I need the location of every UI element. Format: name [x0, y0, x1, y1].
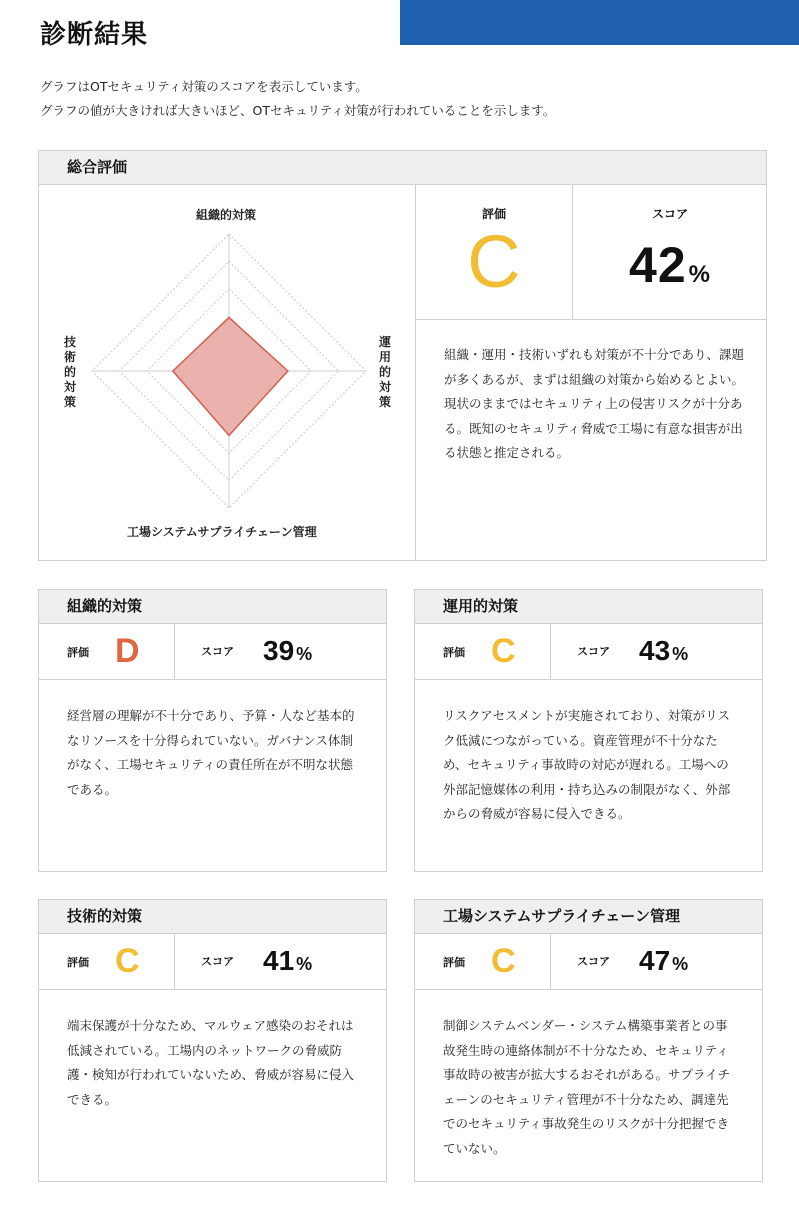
score-value: [263, 634, 312, 671]
overall-heading: 総合評価: [39, 151, 766, 185]
category-heading: 組織的対策: [39, 590, 386, 624]
overall-score-number: 42: [629, 237, 687, 293]
category-score-row: [39, 624, 386, 680]
overall-score-grid: [416, 185, 767, 320]
score-unit: %: [672, 644, 689, 664]
category-score-row: [415, 934, 762, 990]
intro-line-1: グラフはOTセキュリティ対策のスコアを表示しています。: [40, 79, 368, 94]
overall-grade-value: C: [467, 220, 521, 303]
score-unit: %: [296, 644, 313, 664]
category-score-row: [415, 624, 762, 680]
overall-grade-label: 評価: [481, 207, 506, 221]
category-description: 経営層の理解が不十分であり、予算・人など基本的なリソースを十分得られていない。ガバナンス体制がなく、工場セキュリティの責任所在が不明な状態である。: [67, 708, 355, 797]
grade-label: 評価: [443, 646, 465, 659]
grade-value: C: [115, 942, 140, 980]
score-number: 41: [263, 945, 295, 976]
score-number: 39: [263, 635, 295, 666]
intro-text: [40, 75, 555, 123]
score-value: [263, 944, 312, 981]
category-card-supply-chain: [414, 899, 763, 1182]
radar-label-bottom: 工場システムサプライチェーン管理: [127, 525, 317, 539]
grade-value: C: [491, 942, 516, 980]
overall-score-value: [573, 236, 767, 294]
category-heading: 工場システムサプライチェーン管理: [415, 900, 762, 934]
cell-divider: [174, 934, 175, 989]
score-label: スコア: [577, 955, 610, 968]
grade-label: 評価: [67, 646, 89, 659]
grade-value: D: [115, 632, 140, 670]
overall-evaluation-card: [38, 150, 767, 561]
radar-chart-svg: [39, 185, 416, 561]
category-description: 制御システムベンダー・システム構築事業者との事故発生時の連絡体制が不十分なため、セキュリティ事故時の被害が拡大するおそれがある。サプライチェーンのセキュリティ管理が不十分なため、調達先でのセキュリティ事故発生のリスクが十分把握できていない。: [443, 1018, 731, 1156]
cell-divider: [174, 624, 175, 679]
overall-description: 組織・運用・技術いずれも対策が不十分であり、課題が多くあるが、まずは組織の対策から始めるとよい。現状のままではセキュリティ上の侵害リスクが十分ある。既知のセキュリティ脅威で工場に有意な損害が出る状態と推定される。: [444, 347, 745, 460]
score-number: 47: [639, 945, 671, 976]
category-card-org: [38, 589, 387, 872]
radar-label-left: 技術的対策: [63, 335, 76, 409]
cell-divider: [550, 934, 551, 989]
score-unit: %: [672, 954, 689, 974]
score-unit: %: [296, 954, 313, 974]
score-label: スコア: [577, 645, 610, 658]
score-value: [639, 944, 688, 981]
radar-label-top: 組織的対策: [196, 208, 257, 222]
category-score-row: [39, 934, 386, 990]
category-card-tech: [38, 899, 387, 1182]
cell-divider: [550, 624, 551, 679]
overall-score-cell: [573, 185, 767, 319]
category-description: リスクアセスメントが実施されており、対策がリスク低減につながっている。資産管理が不十分なため、セキュリティ事故時の対応が遅れる。工場への外部記憶媒体の利用・持ち込みの制限がなく、外部からの脅威が容易に侵入できる。: [443, 708, 731, 821]
overall-score-label: スコア: [651, 207, 688, 221]
category-card-ops: [414, 589, 763, 872]
intro-line-2: グラフの値が大きければ大きいほど、OTセキュリティ対策が行われていることを示します。: [40, 103, 556, 118]
category-description: 端末保護が十分なため、マルウェア感染のおそれは低減されている。工場内のネットワークの脅威防護・検知が行われていないため、脅威が容易に侵入できる。: [67, 1018, 355, 1107]
score-number: 43: [639, 635, 671, 666]
grade-label: 評価: [443, 956, 465, 969]
overall-score-unit: %: [688, 261, 711, 288]
overall-grade-cell: [416, 185, 573, 319]
category-heading: 技術的対策: [39, 900, 386, 934]
category-heading: 運用的対策: [415, 590, 762, 624]
grade-label: 評価: [67, 956, 89, 969]
page-title: 診断結果: [40, 20, 149, 50]
header-accent-bar: [400, 0, 799, 45]
grade-value: C: [491, 632, 516, 670]
score-label: スコア: [201, 645, 234, 658]
score-value: [639, 634, 688, 671]
radar-data-area: [173, 318, 288, 436]
score-label: スコア: [201, 955, 234, 968]
radar-label-right: 運用的対策: [378, 335, 391, 409]
radar-chart: [39, 185, 416, 561]
